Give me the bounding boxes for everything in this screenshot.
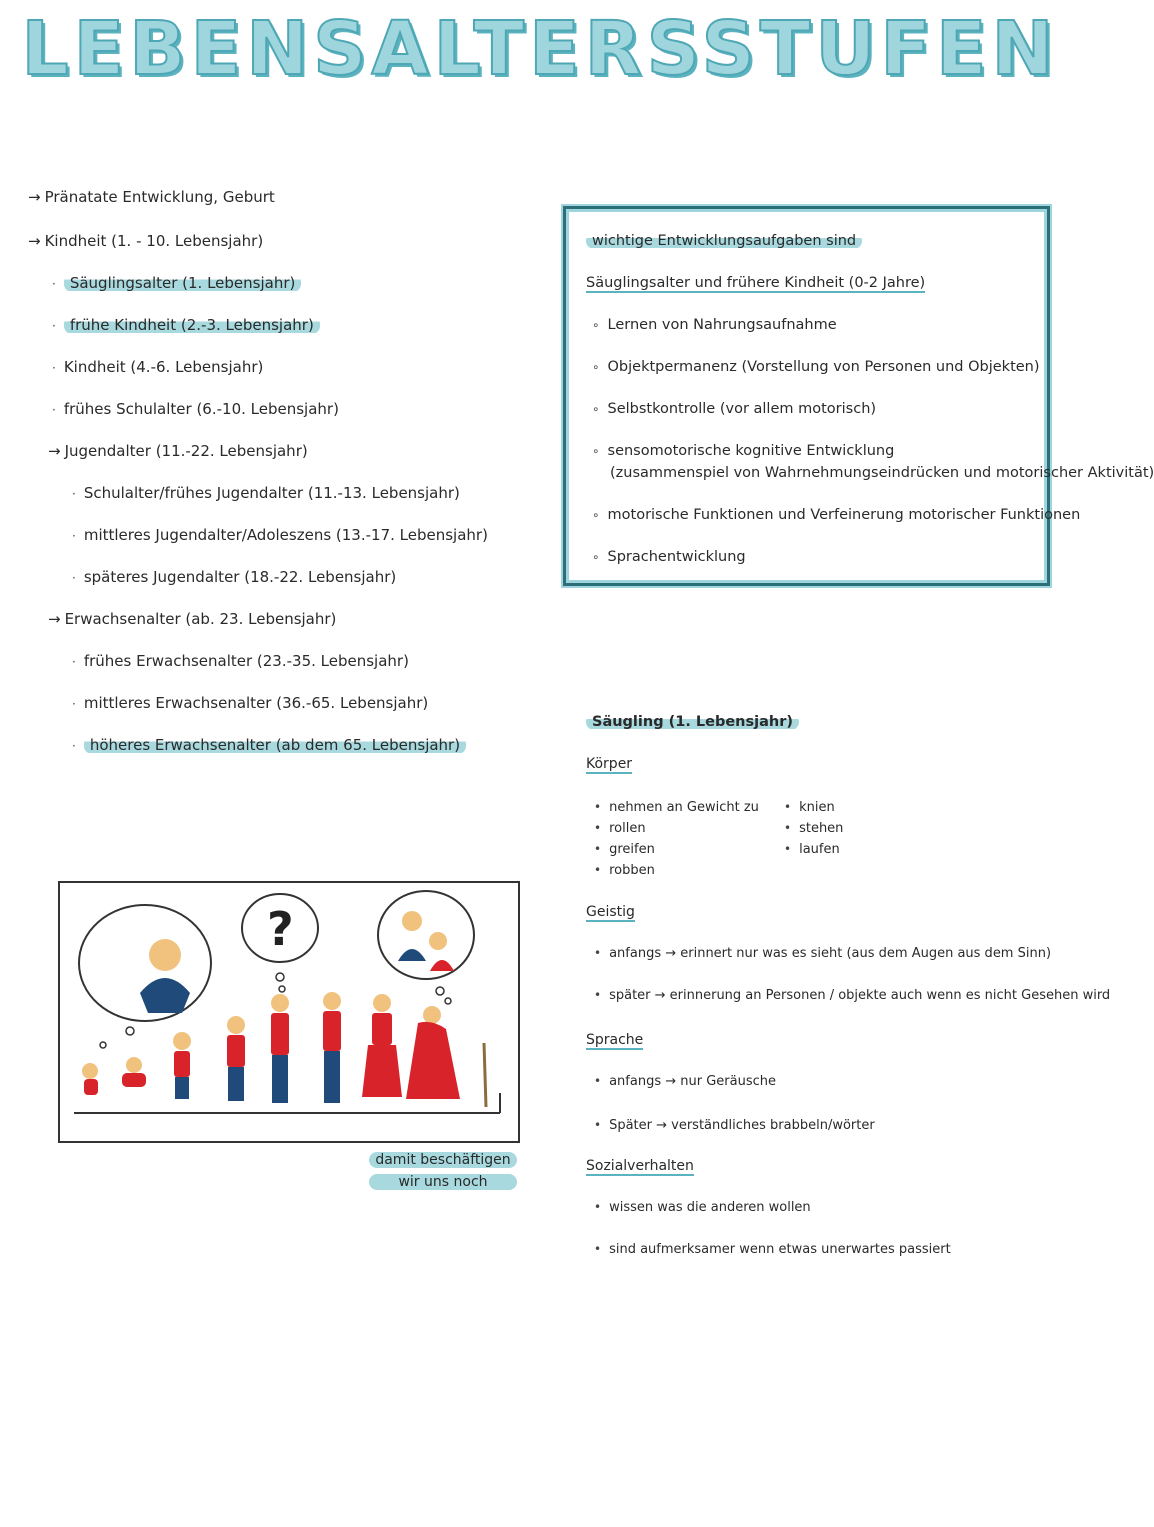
task-item: ∘ Lernen von Nahrungsaufnahme [592,317,837,333]
life-stages-drawing [60,883,518,1141]
task-item: ∘ Objektpermanenz (Vorstellung von Personen und Objekten) [592,359,1040,375]
caption-line-2: wir uns noch [369,1174,517,1190]
infant-heading: Säugling (1. Lebensjahr) [586,714,799,730]
stage-item: · frühe Kindheit (2.-3. Lebensjahr) [52,316,320,334]
task-item: ∘ motorische Funktionen und Verfeinerung motorischer Funktionen [592,507,1081,523]
stage-item: · Schulalter/frühes Jugendalter (11.-13. Lebensjahr) [72,484,460,502]
stage-item: · höheres Erwachsenalter (ab dem 65. Lebensjahr) [72,736,466,754]
koerper-item: • rollen [594,821,646,836]
task-item: ∘ Selbstkontrolle (vor allem motorisch) [592,401,877,417]
stage-item: · späteres Jugendalter (18.-22. Lebensjahr) [72,568,397,586]
geistig-label: Geistig [586,904,635,920]
sozial-item: • wissen was die anderen wollen [594,1200,811,1215]
geistig-item: • später → erinnerung an Personen / objekte auch wenn es nicht Gesehen wird [594,988,1111,1003]
task-item: ∘ sensomotorische kognitive Entwicklung [592,443,895,459]
stage-item: · mittleres Jugendalter/Adoleszens (13.-17. Lebensjahr) [72,526,488,544]
koerper-item: • stehen [784,821,844,836]
tasks-subheading: Säuglingsalter und frühere Kindheit (0-2 Jahre) [586,275,926,291]
page-title: LEBENSALTERSSTUFEN [21,6,1059,92]
sozial-label: Sozialverhalten [586,1158,694,1174]
life-stages-illustration [58,881,520,1143]
stage-item: → Pränatate Entwicklung, Geburt [28,188,275,206]
svg-text:?: ? [267,902,294,956]
sprache-item: • anfangs → nur Geräusche [594,1074,776,1089]
task-item-note: (zusammenspiel von Wahrnehmungseindrücken und motorischer Aktivität) [610,465,1154,481]
sozial-item: • sind aufmerksamer wenn etwas unerwartes passiert [594,1242,951,1257]
koerper-item: • greifen [594,842,655,857]
tasks-box [563,206,1154,586]
stage-item: · frühes Schulalter (6.-10. Lebensjahr) [52,400,339,418]
stage-item: · frühes Erwachsenalter (23.-35. Lebensjahr) [72,652,409,670]
koerper-item: • robben [594,863,655,878]
stage-item: · mittleres Erwachsenalter (36.-65. Lebensjahr) [72,694,429,712]
tasks-heading: wichtige Entwicklungsaufgaben sind [586,233,862,249]
geistig-item: • anfangs → erinnert nur was es sieht (aus dem Augen aus dem Sinn) [594,946,1052,961]
stage-item: → Jugendalter (11.-22. Lebensjahr) [48,442,308,460]
koerper-item: • knien [784,800,835,815]
stage-item: → Erwachsenalter (ab. 23. Lebensjahr) [48,610,337,628]
koerper-item: • nehmen an Gewicht zu [594,800,759,815]
task-item: ∘ Sprachentwicklung [592,549,746,565]
sprache-label: Sprache [586,1032,644,1048]
sprache-item: • Später → verständliches brabbeln/wörter [594,1118,875,1133]
stage-item: · Kindheit (4.-6. Lebensjahr) [52,358,264,376]
koerper-label: Körper [586,756,633,772]
stage-item: · Säuglingsalter (1. Lebensjahr) [52,274,301,292]
caption-line-1: damit beschäftigen [369,1152,517,1168]
koerper-item: • laufen [784,842,840,857]
stage-item: → Kindheit (1. - 10. Lebensjahr) [28,232,264,250]
